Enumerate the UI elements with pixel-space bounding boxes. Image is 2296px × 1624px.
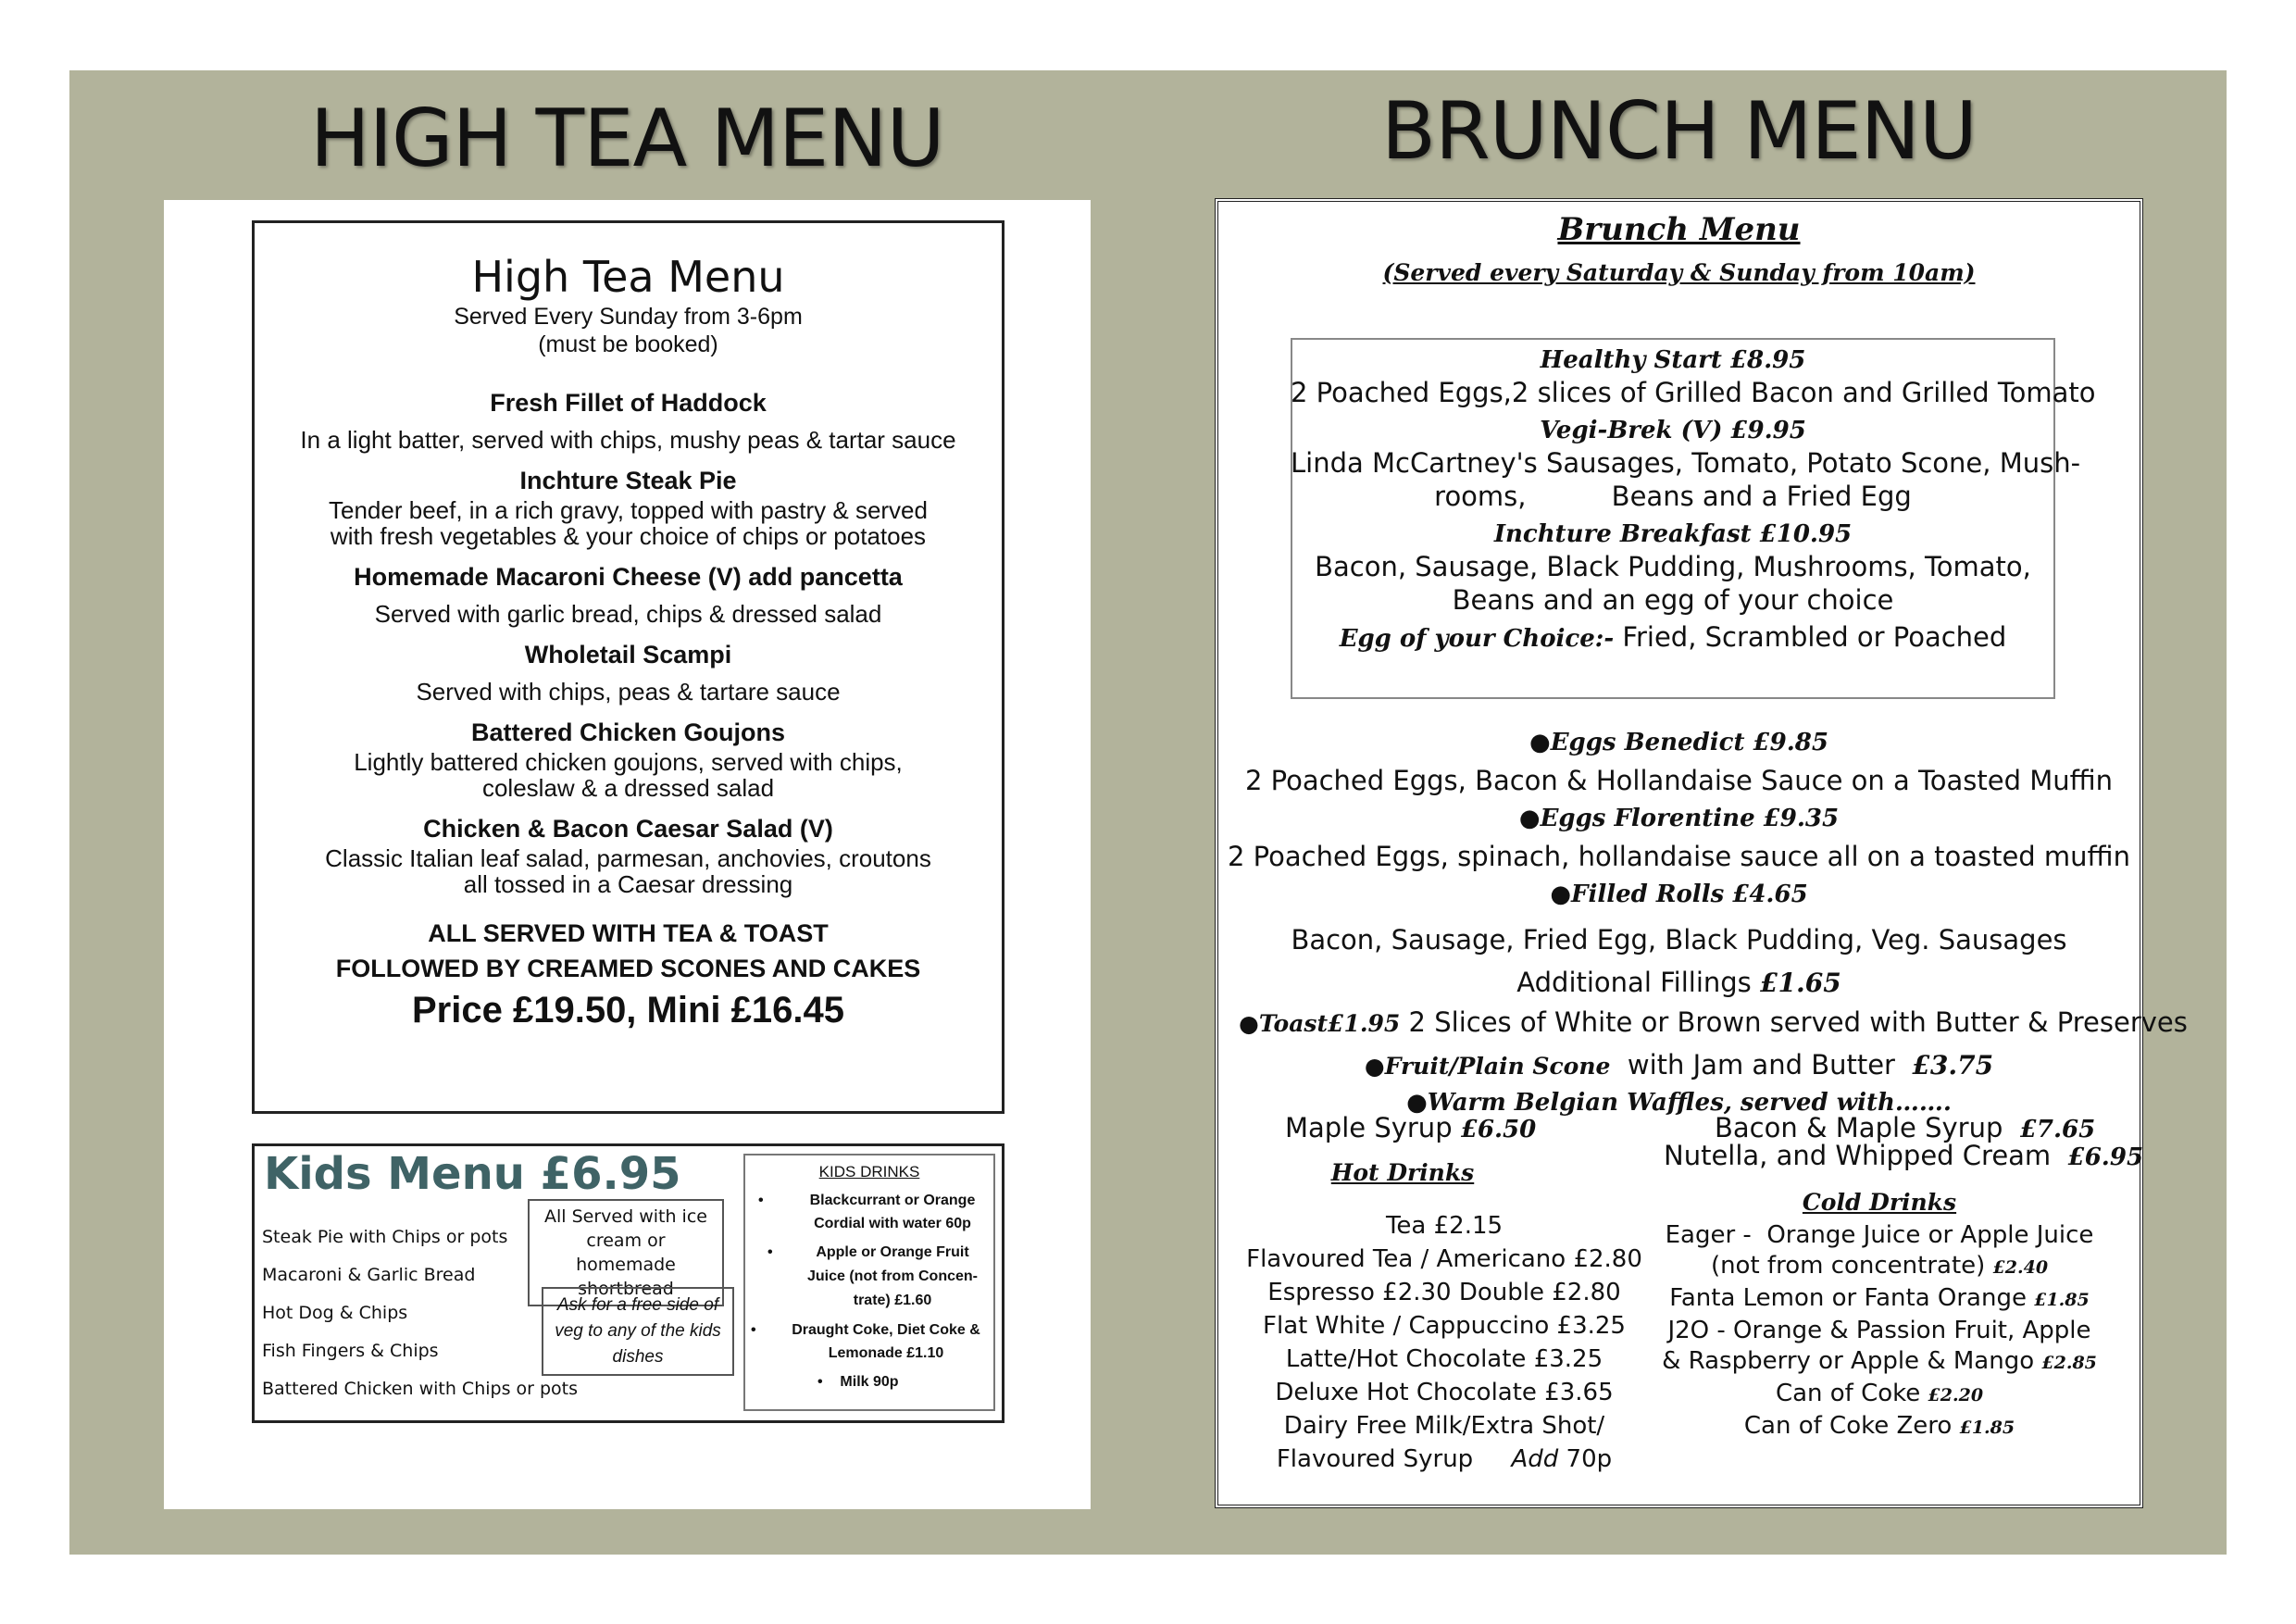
hot-drink-add-price: 70p (1558, 1445, 1613, 1473)
brunch-served: (Served every Saturday & Sunday from 10am) (1382, 259, 1976, 286)
vegi-brek-head: Vegi-Brek (V) £9.95 (1540, 417, 1806, 444)
egg-choice-label: Egg of your Choice:- (1339, 625, 1615, 653)
waffle-nutella-label: Nutella, and Whipped Cream (1664, 1140, 2068, 1171)
brunch-main-items (1215, 727, 2188, 1118)
inchture-desc-2: Beans and an egg of your choice (1452, 584, 1894, 616)
kids-drink-item: Draught Coke, Diet Coke & Lemonade £1.10 (792, 1322, 980, 1361)
additional-fillings (1215, 966, 2143, 1000)
kids-drink-item: Blackcurrant or Orange Cordial with water 60p (809, 1193, 976, 1231)
brunch-heading: BRUNCH MENU (1381, 85, 1977, 178)
waffle-bacon-price: £7.65 (2019, 1116, 2096, 1143)
high-tea-box (252, 220, 1004, 1114)
waffle-maple-price: £6.50 (1460, 1116, 1537, 1143)
hot-drink-last-label: Flavoured Syrup (1276, 1445, 1512, 1473)
waffle-nutella-price: £6.95 (2067, 1143, 2144, 1171)
high-tea-served: Served Every Sunday from 3-6pm (454, 304, 803, 330)
filled-rolls-head: ●Filled Rolls £4.65 (1550, 881, 1808, 908)
hot-drink-item: Deluxe Hot Chocolate £3.65 (1275, 1379, 1614, 1406)
high-tea-items (255, 386, 1002, 897)
eggs-benedict-desc: 2 Poached Eggs, Bacon & Hollandaise Sauce on a Toasted Muffin (1244, 765, 2114, 796)
menu-item-desc: Tender beef, in a rich gravy, topped with pastry & served with fresh vegetables & your choice of chips or potatoes (329, 496, 928, 550)
egg-choice (1291, 620, 2055, 656)
list-item: Macaroni & Garlic Bread (262, 1265, 476, 1285)
kids-menu-box (252, 1143, 1004, 1423)
hot-drink-item: Latte/Hot Chocolate £3.25 (1285, 1345, 1603, 1373)
waffle-maple (1285, 1111, 1536, 1146)
menu-item-desc: Served with garlic bread, chips & dressed salad (374, 600, 882, 628)
brunch-featured-content (1291, 344, 2096, 656)
vegi-brek-desc-1: Linda McCartney's Sausages, Tomato, Potato Scone, Mush- (1291, 447, 2081, 479)
eggs-florentine-desc: 2 Poached Eggs, spinach, hollandaise sauce all on a toasted muffin (1228, 841, 2130, 872)
inchture-desc-1: Bacon, Sausage, Black Pudding, Mushrooms, Tomato, (1315, 551, 2031, 582)
hot-drinks (1241, 1157, 1648, 1475)
vegi-brek-desc-2: rooms, Beans and a Fried Egg (1434, 481, 1912, 512)
menu-item-desc: Lightly battered chicken goujons, served with chips, coleslaw & a dressed salad (354, 748, 903, 802)
cold-drink-item: Eager - Orange Juice or Apple Juice (1665, 1221, 2094, 1249)
additional-fillings-label: Additional Fillings (1516, 967, 1761, 998)
cold-drink-item: (not from concentrate) £2.40 (1710, 1252, 2049, 1280)
healthy-start-desc: 2 Poached Eggs,2 slices of Grilled Bacon and Grilled Tomato (1291, 377, 2096, 408)
hot-drink-item: Flat White / Cappuccino £3.25 (1263, 1312, 1626, 1340)
waffle-nutella (1664, 1139, 2143, 1174)
waffle-bacon-label: Bacon & Maple Syrup (1715, 1112, 2020, 1143)
healthy-start-head: Healthy Start £8.95 (1540, 346, 1806, 374)
waffles-head: ●Warm Belgian Waffles, served with……. (1406, 1089, 1952, 1117)
menu-item-name: Battered Chicken Goujons (470, 718, 786, 746)
list-item: Steak Pie with Chips or pots (262, 1227, 508, 1247)
hot-drink-item: Espresso £2.30 Double £2.80 (1267, 1279, 1621, 1306)
inchture-head: Inchture Breakfast £10.95 (1493, 520, 1853, 548)
brunch-title: Brunch Menu (1557, 211, 1801, 248)
scone-desc: with Jam and Butter (1610, 1049, 1913, 1081)
cold-drinks-title: Cold Drinks (1802, 1189, 1957, 1216)
high-tea-booked: (must be booked) (538, 331, 718, 357)
toast-line (1215, 1006, 2188, 1041)
hot-drink-item: Tea £2.15 (1385, 1212, 1504, 1240)
kids-drinks-title: KIDS DRINKS (818, 1163, 920, 1181)
high-tea-footer-2: FOLLOWED BY CREAMED SCONES AND CAKES (335, 955, 921, 982)
toast-head: ●Toast£1.95 (1239, 1010, 1401, 1037)
kids-drink-item: Apple or Orange Fruit Juice (not from Concen-trate) £1.60 (806, 1244, 978, 1308)
hot-drink-item: Dairy Free Milk/Extra Shot/ (1283, 1412, 1605, 1440)
kids-menu-items (262, 1218, 579, 1408)
cold-drinks (1657, 1187, 2102, 1443)
kids-drinks-box: KIDS DRINKS • Blackcurrant or Orange Cordial with water 60p • Apple or Orange Fruit Juice (not from Concen-trate) £1.60 • Draught Coke, Diet Coke & Lemonade £1.10 • Milk 90p (743, 1154, 995, 1411)
egg-choice-options: Fried, Scrambled or Poached (1614, 621, 2007, 653)
eggs-benedict-head: ●Eggs Benedict £9.85 (1529, 729, 1828, 756)
menu-item-desc: In a light batter, served with chips, mushy peas & tartar sauce (300, 426, 956, 454)
menu-item-desc: Served with chips, peas & tartare sauce (416, 678, 841, 706)
cold-drink-item: & Raspberry or Apple & Mango £2.85 (1662, 1347, 2097, 1375)
kids-served-note: All Served with ice cream or homemade shortbread (528, 1199, 724, 1306)
cold-drink-item: Can of Coke £2.20 (1775, 1380, 1984, 1407)
menu-item-name: Fresh Fillet of Haddock (490, 389, 767, 417)
menu-item-name: Inchture Steak Pie (519, 467, 737, 494)
kids-menu-title: Kids Menu £6.95 (264, 1148, 681, 1200)
hot-drink-item: Flavoured Tea / Americano £2.80 (1246, 1245, 1642, 1273)
scone-line (1215, 1048, 2143, 1083)
filled-rolls-desc: Bacon, Sausage, Fried Egg, Black Pudding, Veg. Sausages (1291, 924, 2067, 956)
list-item: Battered Chicken with Chips or pots (262, 1379, 579, 1399)
toast-desc: 2 Slices of White or Brown served with Butter & Preserves (1400, 1006, 2188, 1038)
scone-head: ●Fruit/Plain Scone (1364, 1053, 1611, 1080)
high-tea-footer-1: ALL SERVED WITH TEA & TOAST (428, 919, 829, 947)
menu-item-name: Wholetail Scampi (524, 641, 732, 668)
hot-drink-add: Add (1511, 1445, 1559, 1473)
eggs-florentine-head: ●Eggs Florentine £9.35 (1518, 805, 1840, 832)
cold-drink-item: J2O - Orange & Passion Fruit, Apple (1667, 1317, 2091, 1344)
high-tea-heading: HIGH TEA MENU (310, 93, 944, 185)
high-tea-price: Price £19.50, Mini £16.45 (412, 990, 844, 1031)
menu-item-desc: Classic Italian leaf salad, parmesan, anchovies, croutons all tossed in a Caesar dressing (325, 844, 931, 898)
menu-item-name: Chicken & Bacon Caesar Salad (V) (423, 815, 833, 843)
waffle-maple-label: Maple Syrup (1285, 1112, 1461, 1143)
cold-drink-item: Fanta Lemon or Fanta Orange £1.85 (1669, 1284, 2090, 1312)
kids-drink-item: Milk 90p (840, 1374, 899, 1390)
hot-drink-last (1241, 1444, 1648, 1475)
additional-fillings-price: £1.65 (1760, 968, 1841, 998)
list-item: Fish Fingers & Chips (262, 1341, 439, 1361)
cold-drink-item: Can of Coke Zero £1.85 (1743, 1412, 2015, 1440)
list-item: Hot Dog & Chips (262, 1303, 408, 1323)
high-tea-title: High Tea Menu (471, 252, 785, 302)
kids-veg-note: Ask for a free side of veg to any of the kids dishes (542, 1287, 734, 1376)
menu-item-name: Homemade Macaroni Cheese (V) add pancetta (354, 563, 903, 591)
scone-price: £3.75 (1912, 1050, 1994, 1081)
hot-drinks-title: Hot Drinks (1330, 1159, 1475, 1186)
